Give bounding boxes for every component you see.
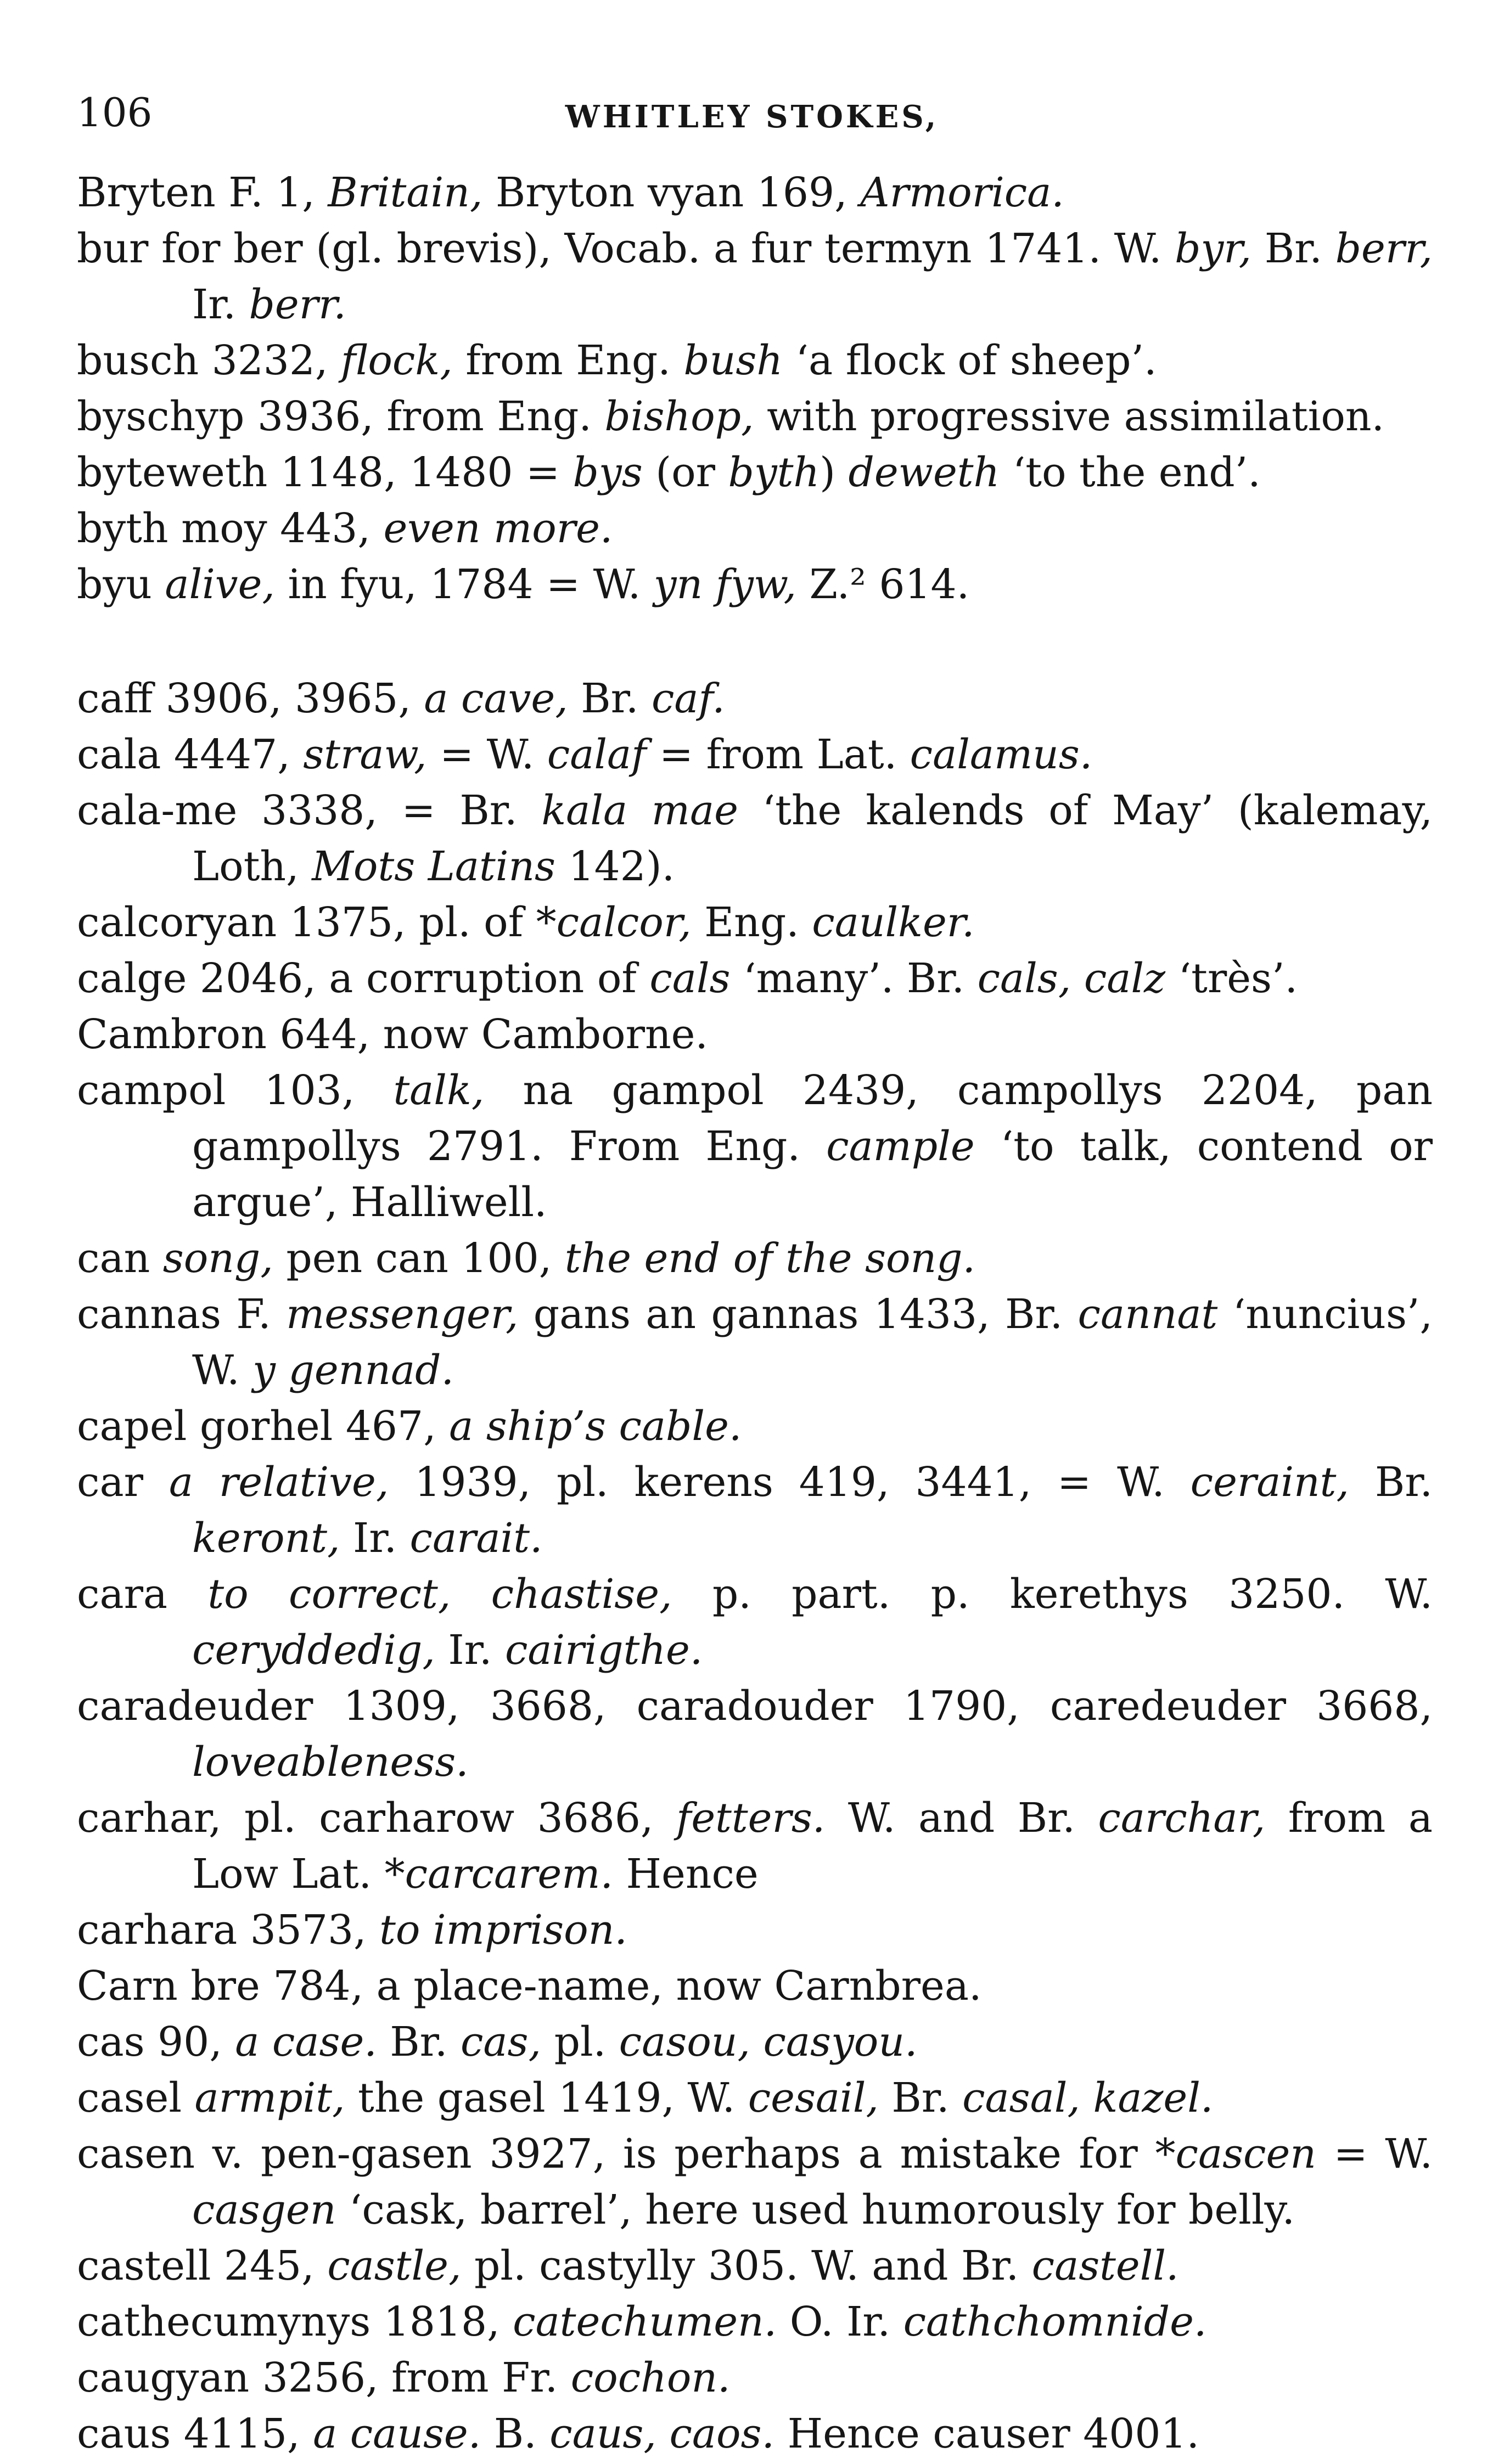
italic-term: bush (683, 337, 783, 384)
entry-text: pl. (541, 2018, 619, 2066)
entry-text: with progressive assimilation. (754, 393, 1385, 440)
italic-term: calamus. (910, 731, 1093, 778)
glossary-entry (77, 783, 1433, 895)
italic-term: cals (649, 955, 731, 1002)
entry-text: can (77, 1235, 163, 1282)
italic-term: to imprison. (379, 1906, 627, 1954)
entry-text: = from Lat. (646, 731, 910, 778)
entry-text: W. and Br. (825, 1794, 1098, 1842)
entry-text: 1939, pl. kerens 419, 3441, = W. (389, 1459, 1191, 1506)
italic-term: carchar, (1098, 1794, 1266, 1842)
entry-text: ‘to the end’. (1000, 449, 1261, 496)
italic-term: talk, (393, 1067, 485, 1114)
italic-term: carcarem. (405, 1850, 613, 1898)
entry-text: in fyu, 1784 = W. (274, 561, 654, 608)
entry-text: gans an gannas 1433, Br. (518, 1291, 1078, 1338)
italic-term: Mots Latins (312, 843, 555, 890)
glossary-entries (77, 165, 1433, 2462)
entry-text: cas 90, (77, 2018, 235, 2066)
entry-text: calcoryan 1375, pl. of * (77, 899, 557, 946)
italic-term: a cave, (424, 675, 568, 722)
entry-text: B. (481, 2410, 550, 2457)
italic-term: Armorica. (860, 169, 1064, 216)
italic-term: castell. (1031, 2242, 1179, 2289)
italic-term: ceryddedig, (192, 1627, 435, 1674)
italic-term: deweth (848, 449, 1000, 496)
entry-text: ‘to talk, contend or argue’, Halliwell. (192, 1123, 1433, 1226)
entry-text: byschyp 3936, from Eng. (77, 393, 605, 440)
glossary-entry (77, 671, 1433, 727)
entry-text: bur for ber (gl. brevis), Vocab. a fur termyn 1741. W. (77, 225, 1175, 272)
entry-text: ‘the kalends of May’ (kalemay, Loth, (192, 787, 1433, 890)
glossary-entry (77, 1230, 1433, 1286)
entry-text: from Eng. (452, 337, 684, 384)
italic-term: cascen (1175, 2130, 1316, 2178)
entry-text: pen can 100, (273, 1235, 565, 1282)
entry-text: = W. (426, 731, 547, 778)
italic-term: straw, (303, 731, 427, 778)
italic-term: byr, (1175, 225, 1252, 272)
italic-term: calcor, (556, 899, 692, 946)
glossary-entry (77, 165, 1433, 221)
glossary-entry (77, 727, 1433, 783)
entry-text: p. part. p. kerethys 3250. W. (672, 1571, 1433, 1618)
entry-text: casen v. pen-gasen 3927, is perhaps a mistake for * (77, 2130, 1176, 2178)
entry-text: Br. (1252, 225, 1335, 272)
glossary-entry (77, 1958, 1433, 2014)
italic-term: fetters. (676, 1794, 826, 1842)
italic-term: flock, (341, 337, 453, 384)
italic-term: casgen (192, 2186, 336, 2234)
italic-term: y gennad. (252, 1347, 454, 1394)
glossary-entry (77, 389, 1433, 445)
entry-text: Ir. (435, 1627, 505, 1674)
glossary-entry (77, 2070, 1433, 2126)
entry-text: ‘nuncius’, W. (192, 1291, 1433, 1394)
entry-text: cannas F. (77, 1291, 287, 1338)
entry-text: cala 4447, (77, 731, 304, 778)
entry-text: Hence causer 4001. (775, 2410, 1200, 2457)
glossary-entry (77, 2014, 1433, 2070)
entry-text: Z.² 614. (796, 561, 970, 608)
italic-term: casal, kazel. (962, 2074, 1214, 2122)
italic-term: cathchomnide. (903, 2298, 1207, 2345)
italic-term: cals, calz (977, 955, 1166, 1002)
italic-term: caulker. (812, 899, 975, 946)
entry-text: cala-me 3338, = Br. (77, 787, 542, 834)
italic-term: byth (728, 449, 820, 496)
glossary-entry (77, 221, 1433, 333)
entry-text: Br. (377, 2018, 461, 2066)
entry-text: Hence (613, 1850, 759, 1898)
entry-text: cara (77, 1571, 208, 1618)
entry-text: ‘many’. Br. (730, 955, 978, 1002)
entry-text: pl. castylly 305. W. and Br. (461, 2242, 1032, 2289)
running-head: WHITLEY STOKES, (565, 99, 939, 135)
italic-term: Britain, (328, 169, 483, 216)
glossary-entry (77, 1062, 1433, 1230)
entry-text: Ir. (340, 1515, 410, 1562)
glossary-entry (77, 1454, 1433, 1566)
entry-text: calge 2046, a corruption of (77, 955, 650, 1002)
italic-term: carait. (409, 1515, 543, 1562)
italic-term: cairigthe. (504, 1627, 703, 1674)
italic-term: yn fyw, (653, 561, 797, 608)
italic-term: cas, (460, 2018, 542, 2066)
entry-text: (or (642, 449, 728, 496)
entry-text: Bryten F. 1, (77, 169, 328, 216)
glossary-entry (77, 556, 1433, 612)
entry-text: Carn bre 784, a place-name, now Carnbrea. (77, 1962, 982, 2010)
entry-text: na gampol 2439, campollys 2204, pan gampollys 2791. From Eng. (192, 1067, 1433, 1170)
entry-text: caugyan 3256, from Fr. (77, 2354, 571, 2401)
glossary-entry (77, 2238, 1433, 2294)
glossary-entry (77, 500, 1433, 556)
entry-text: byth moy 443, (77, 505, 384, 552)
glossary-entry (77, 950, 1433, 1006)
entry-text: caradeuder 1309, 3668, caradouder 1790, caredeuder 3668, (77, 1683, 1433, 1730)
italic-term: the end of the song. (564, 1235, 976, 1282)
entry-text: Br. (1349, 1459, 1433, 1506)
entry-text: byteweth 1148, 1480 = (77, 449, 573, 496)
italic-term: castle, (327, 2242, 462, 2289)
glossary-entry (77, 333, 1433, 389)
italic-term: caf. (651, 675, 725, 722)
italic-term: song, (162, 1235, 273, 1282)
entry-text: the gasel 1419, W. (345, 2074, 748, 2122)
italic-term: caus, caos. (549, 2410, 775, 2457)
glossary-entry (77, 1902, 1433, 1958)
entry-text: casel (77, 2074, 195, 2122)
glossary-entry (77, 2406, 1433, 2462)
italic-term: cesail, (748, 2074, 879, 2122)
italic-term: catechumen. (513, 2298, 777, 2345)
italic-term: ceraint, (1190, 1459, 1349, 1506)
entry-text: cathecumynys 1818, (77, 2298, 513, 2345)
glossary-entry (77, 1790, 1433, 1902)
entry-text: car (77, 1459, 169, 1506)
italic-term: keront, (192, 1515, 340, 1562)
page-number: 106 (77, 89, 153, 136)
entry-text: campol 103, (77, 1067, 394, 1114)
italic-term: a ship’s cable. (449, 1403, 742, 1450)
glossary-entry (77, 1678, 1433, 1790)
entry-text: capel gorhel 467, (77, 1403, 450, 1450)
italic-term: armpit, (194, 2074, 345, 2122)
glossary-entry (77, 445, 1433, 500)
italic-term: calaf (547, 731, 647, 778)
entry-text: byu (77, 561, 165, 608)
italic-term: even more. (383, 505, 613, 552)
glossary-entry (77, 2350, 1433, 2406)
entry-text: ‘a flock of sheep’. (783, 337, 1157, 384)
entry-text: Cambron 644, now Camborne. (77, 1011, 708, 1058)
entry-text: Ir. (192, 281, 249, 328)
entry-text: caus 4115, (77, 2410, 313, 2457)
entry-text: ) (820, 449, 849, 496)
entry-text: from a Low Lat. * (192, 1794, 1433, 1898)
italic-term: alive, (165, 561, 275, 608)
italic-term: bys (573, 449, 643, 496)
glossary-entry (77, 1006, 1433, 1062)
italic-term: a case. (235, 2018, 377, 2066)
italic-term: cample (826, 1123, 975, 1170)
italic-term: messenger, (286, 1291, 519, 1338)
glossary-entry (77, 2126, 1433, 2238)
entry-text: castell 245, (77, 2242, 328, 2289)
entry-text: Br. (878, 2074, 963, 2122)
glossary-entry (77, 895, 1433, 950)
italic-term: cochon. (570, 2354, 731, 2401)
entry-text: ‘très’. (1165, 955, 1298, 1002)
entry-text: carhara 3573, (77, 1906, 380, 1954)
italic-term: kala mae (541, 787, 738, 834)
entry-text: 142). (555, 843, 675, 890)
italic-term: a cause. (313, 2410, 481, 2457)
entry-text: = W. (1316, 2130, 1433, 2178)
italic-term: to correct, chastise, (207, 1571, 672, 1618)
italic-term: cannat (1078, 1291, 1218, 1338)
italic-term: berr. (249, 281, 346, 328)
italic-term: loveableness. (192, 1739, 469, 1786)
glossary-entry (77, 1398, 1433, 1454)
entry-text: caff 3906, 3965, (77, 675, 424, 722)
entry-text: ‘cask, barrel’, here used humorously for belly. (336, 2186, 1295, 2234)
page-header (0, 85, 1504, 140)
italic-term: a relative, (169, 1459, 389, 1506)
glossary-entry (77, 2294, 1433, 2350)
glossary-entry (77, 1566, 1433, 1678)
glossary-entry (77, 1286, 1433, 1398)
entry-text: carhar, pl. carharow 3686, (77, 1794, 676, 1842)
entry-text: Br. (568, 675, 652, 722)
italic-term: casou, casyou. (619, 2018, 918, 2066)
entry-text: Eng. (691, 899, 812, 946)
entry-text: Bryton vyan 169, (482, 169, 861, 216)
entry-text: O. Ir. (777, 2298, 903, 2345)
italic-term: bishop, (604, 393, 754, 440)
italic-term: berr, (1335, 225, 1433, 272)
entry-text: busch 3232, (77, 337, 341, 384)
